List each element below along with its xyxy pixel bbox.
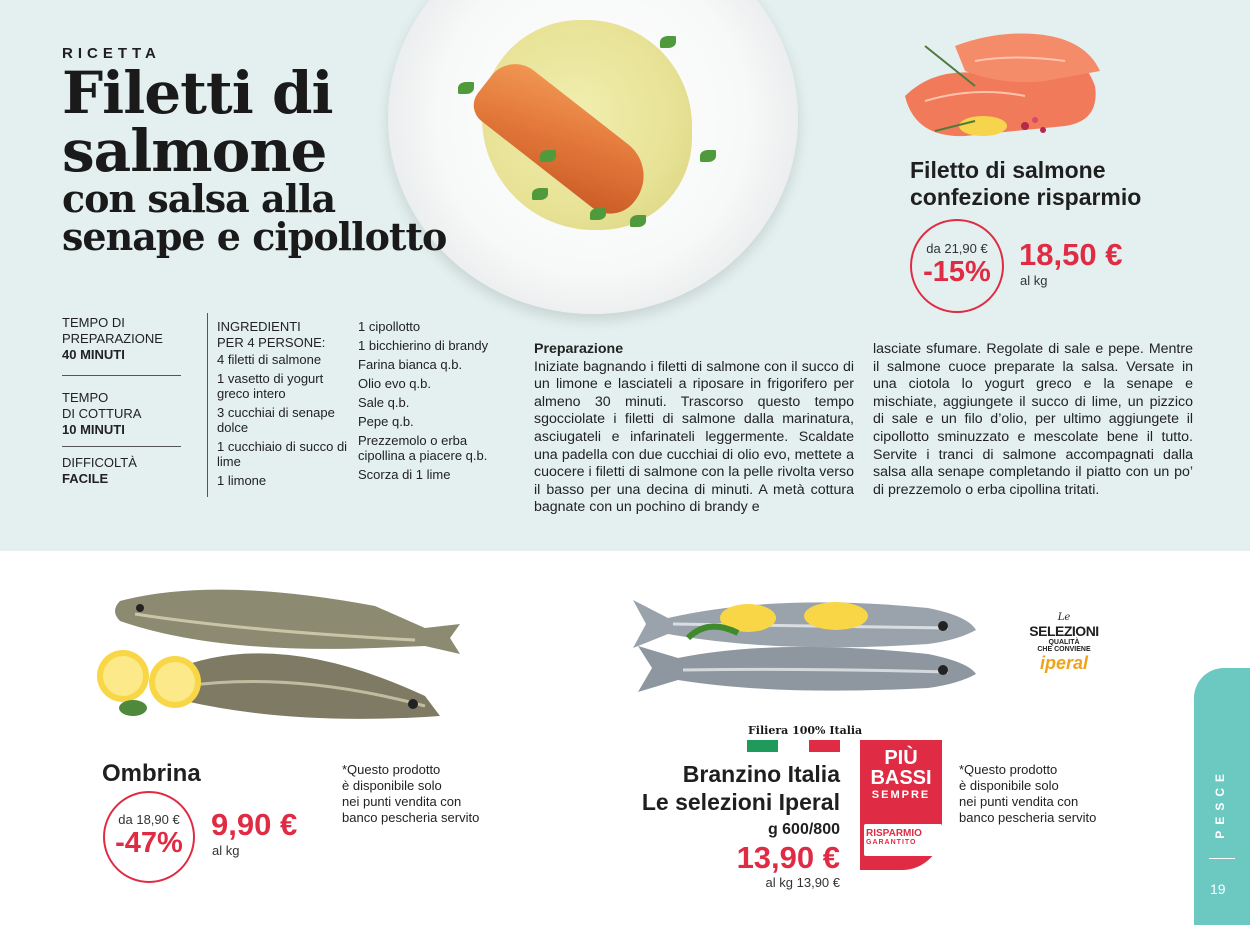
cook-label: DI COTTURA <box>62 406 142 421</box>
ingredients-label: INGREDIENTI <box>217 319 301 334</box>
pbs-text <box>864 748 938 802</box>
herb-garnish <box>590 208 606 220</box>
branzino-name <box>642 760 840 844</box>
prep-time <box>62 315 163 363</box>
cook-time <box>62 390 141 438</box>
ingredient-item: 4 filetti di salmone <box>217 352 322 367</box>
pbs-line: PIÙ <box>884 747 918 769</box>
note-line: banco pescheria servito <box>342 810 480 825</box>
page-number: 19 <box>1210 881 1226 897</box>
risparmio-line: RISPARMIO <box>866 828 922 839</box>
recipe-kicker: RICETTA <box>62 45 161 62</box>
note-line: nei punti vendita con <box>342 794 462 809</box>
ombrina-note <box>342 762 479 826</box>
risparmio-garantito <box>864 824 942 856</box>
branzino-unit-price: al kg 13,90 € <box>765 875 840 890</box>
ombrina-fish-image <box>95 576 465 726</box>
salmon-discount-badge <box>910 219 1004 313</box>
ingredients-header <box>217 319 325 351</box>
salmon-unit: al kg <box>1020 273 1048 288</box>
ingredient-item: 3 cucchiai di senape dolce <box>217 405 335 435</box>
logo-text: CHE CONVIENE <box>1037 646 1091 653</box>
note-line: *Questo prodotto <box>342 762 441 777</box>
ombrina-price: 9,90 € <box>211 807 298 842</box>
preparation-text: Iniziate bagnando i filetti di salmone con il succo di un limone e lasciateli a riposare in frigorifero per almeno 30 minuti. Trascorso questo tempo sgocciolate i filetti di salmone dalla marinatura, asciugateli e infarinateli leggermente. Scaldate una padella con due cucchiai di olio evo, mettete a cuocere i filetti di salmone con la pelle rivolta verso il basso per una decina di minuti. A metà cottura bagnate con un pochino di brandy e <box>534 358 854 516</box>
difficulty <box>62 455 137 487</box>
ingredient-item: 1 vasetto di yogurt greco intero <box>217 371 324 401</box>
risparmio-line: GARANTITO <box>866 839 917 846</box>
discount-percent: -47% <box>115 827 183 859</box>
branzino-note <box>959 762 1096 826</box>
ingredient-item: 1 cipollotto <box>358 319 421 334</box>
note-line: banco pescheria servito <box>959 810 1097 825</box>
ingredient-item: Pepe q.b. <box>358 414 414 429</box>
branzino-fish-image <box>628 588 978 698</box>
cook-value: 10 MINUTI <box>62 422 125 437</box>
preparation-right <box>873 341 1193 499</box>
name-line: Le selezioni Iperal <box>641 789 840 815</box>
tab-divider <box>1209 858 1235 859</box>
ingredients-list-2 <box>358 319 493 486</box>
logo-text: Le <box>1057 612 1071 623</box>
raw-salmon-image <box>895 26 1105 144</box>
ombrina-discount-badge <box>103 791 195 883</box>
logo-text: iperal <box>1039 653 1089 673</box>
title-line: Filetti di <box>62 59 333 127</box>
title-line: salmone <box>62 117 327 185</box>
salmon-product-name <box>910 157 1141 211</box>
previous-price: da 18,90 € <box>118 812 180 827</box>
name-line: Filetto di salmone <box>910 157 1106 183</box>
preparation-title: Preparazione <box>534 341 624 357</box>
selezioni-iperal-logo <box>1024 612 1104 687</box>
logo-text: QUALITÀ <box>1048 639 1080 646</box>
ingredient-item: 1 limone <box>217 473 267 488</box>
ingredient-item: Scorza di 1 lime <box>358 467 451 482</box>
ingredient-item: Farina bianca q.b. <box>358 357 463 372</box>
difficulty-value: FACILE <box>62 471 109 486</box>
note-line: *Questo prodotto <box>959 762 1058 777</box>
ombrina-name: Ombrina <box>102 760 201 787</box>
name-line: confezione risparmio <box>910 184 1142 210</box>
ingredient-item: Sale q.b. <box>358 395 410 410</box>
prep-label: TEMPO DI <box>62 315 125 330</box>
herb-garnish <box>660 36 676 48</box>
ingredient-item: 1 bicchierino di brandy <box>358 338 489 353</box>
title-line: con salsa alla <box>62 176 336 221</box>
note-line: nei punti vendita con <box>959 794 1079 809</box>
cook-label: TEMPO <box>62 390 109 405</box>
filiera-label: Filiera 100% Italia <box>748 724 863 737</box>
herb-garnish <box>532 188 548 200</box>
ingredient-item: Olio evo q.b. <box>358 376 431 391</box>
name-line: Branzino Italia <box>682 761 840 787</box>
ingredient-item: Prezzemolo o erba cipollina a piacere q.b. <box>358 433 488 463</box>
branzino-weight: g 600/800 <box>767 821 840 838</box>
preparation-text: lasciate sfumare. Regolate di sale e pepe. Mentre il salmone cuoce preparate la salsa. Versate in una ciotola lo yogurt greco e la senape e mischiate, aggiungete il succo di lime, un pizzico di sale e un filo d’olio, per ultimo aggiungete il cipollotto sminuzzato e mescolate bene il tutto. Servite i tranci di salmone accompagnati dalla salsa alla senape completando il piatto con un po’ di prezzemolo o erba cipollina tritati. <box>873 341 1193 498</box>
piu-bassi-sempre-badge <box>860 740 942 870</box>
title-line: senape e cipollotto <box>62 214 447 259</box>
recipe-title <box>62 59 447 259</box>
divider <box>62 446 181 447</box>
ingredients-list-1 <box>217 352 349 492</box>
note-line: è disponibile solo <box>959 778 1059 793</box>
herb-garnish <box>630 215 646 227</box>
logo-text: SELEZIONI <box>1029 623 1099 639</box>
preparation-left <box>534 341 854 517</box>
section-label: PESCE <box>1213 768 1227 839</box>
italian-flag <box>747 740 840 752</box>
herb-garnish <box>540 150 556 162</box>
divider <box>62 375 181 376</box>
vertical-divider <box>207 313 208 497</box>
discount-percent: -15% <box>923 256 991 288</box>
prep-value: 40 MINUTI <box>62 347 125 362</box>
ingredient-item: 1 cucchiaio di succo di lime <box>217 439 348 469</box>
ombrina-unit: al kg <box>212 843 240 858</box>
pbs-line: SEMPRE <box>871 789 931 801</box>
herb-garnish <box>458 82 474 94</box>
branzino-price: 13,90 € <box>736 840 840 875</box>
difficulty-label: DIFFICOLTÀ <box>62 455 137 470</box>
herb-garnish <box>700 150 716 162</box>
prep-label: PREPARAZIONE <box>62 331 163 346</box>
previous-price: da 21,90 € <box>926 241 988 256</box>
pbs-line: BASSI <box>870 767 932 789</box>
note-line: è disponibile solo <box>342 778 442 793</box>
ingredients-label: PER 4 PERSONE: <box>217 335 326 350</box>
salmon-price: 18,50 € <box>1019 237 1123 272</box>
